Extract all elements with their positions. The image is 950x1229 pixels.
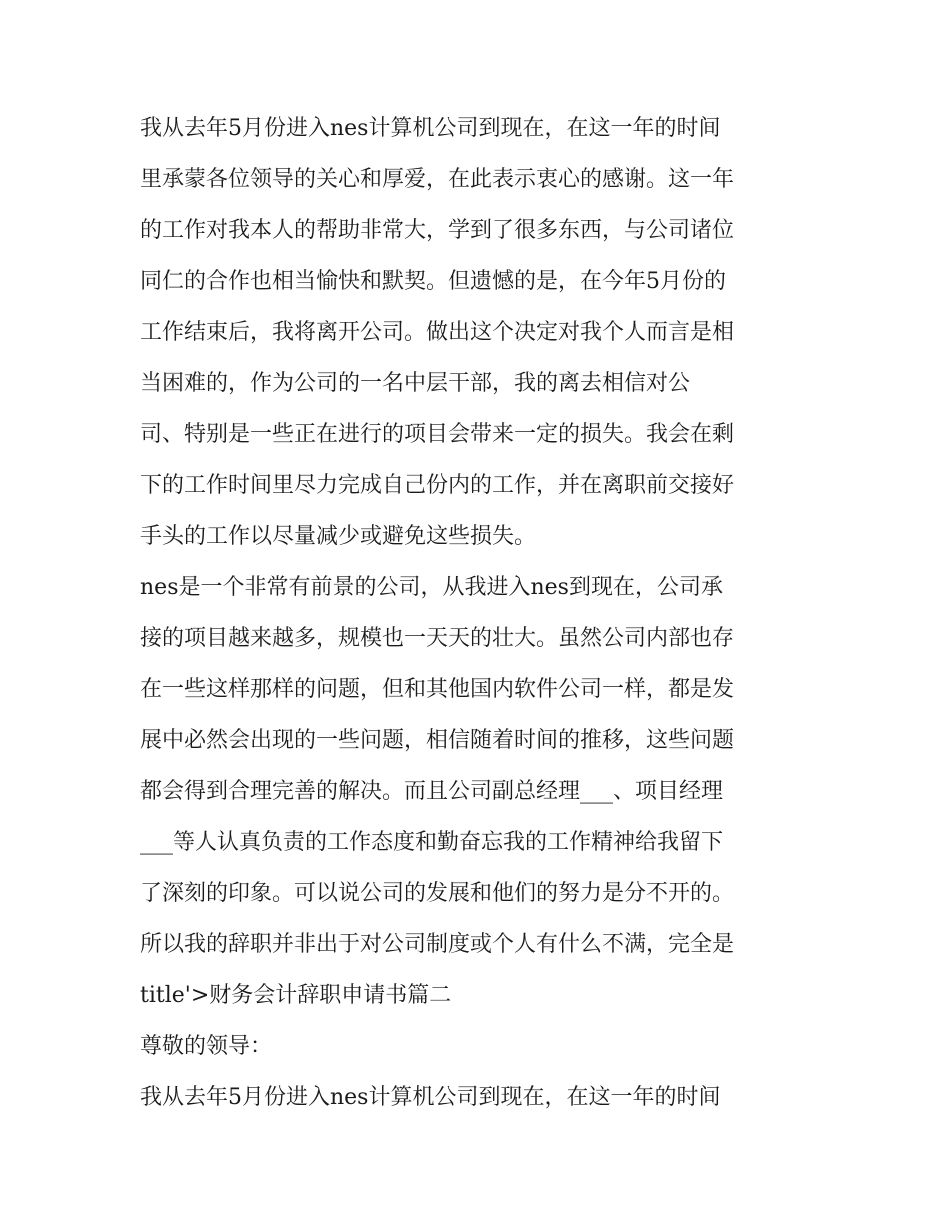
text-line: 工作结束后，我将离开公司。做出这个决定对我个人而言是相 [140,320,735,345]
text-line: 展中必然会出现的一些问题，相信随着时间的推移，这些问题 [140,728,735,753]
text-line: 同仁的合作也相当愉快和默契。但遗憾的是，在今年5月份的 [140,269,726,294]
section-title-line: title'>财务会计辞职申请书篇二 [140,983,452,1008]
text-line: 都会得到合理完善的解决。而且公司副总经理___、项目经理 [140,779,724,804]
document-body [140,103,830,1123]
text-line: 当困难的，作为公司的一名中层干部，我的离去相信对公 [140,371,691,396]
text-line: 在一些这样那样的问题，但和其他国内软件公司一样，都是发 [140,677,735,702]
text-line: 接的项目越来越多，规模也一天天的壮大。虽然公司内部也存 [140,626,735,651]
text-line: 的工作对我本人的帮助非常大，学到了很多东西，与公司诸位 [140,218,735,243]
salutation-line: 尊敬的领导： [140,1034,273,1059]
text-line: 下的工作时间里尽力完成自己份内的工作，并在离职前交接好 [140,473,735,498]
text-line: 里承蒙各位领导的关心和厚爱，在此表示衷心的感谢。这一年 [140,167,735,192]
text-line: 手头的工作以尽量减少或避免这些损失。 [140,524,537,549]
text-line: 我从去年5月份进入nes计算机公司到现在，在这一年的时间 [140,116,721,141]
text-line: 司、特别是一些正在进行的项目会带来一定的损失。我会在剩 [140,422,735,447]
text-line: nes是一个非常有前景的公司，从我进入nes到现在，公司承 [140,575,723,600]
text-line: 我从去年5月份进入nes计算机公司到现在，在这一年的时间 [140,1085,721,1110]
text-line: 所以我的辞职并非出于对公司制度或个人有什么不满，完全是 [140,932,735,957]
text-line: 了深刻的印象。可以说公司的发展和他们的努力是分不开的。 [140,881,735,906]
text-line: ___等人认真负责的工作态度和勤奋忘我的工作精神给我留下 [140,830,724,855]
